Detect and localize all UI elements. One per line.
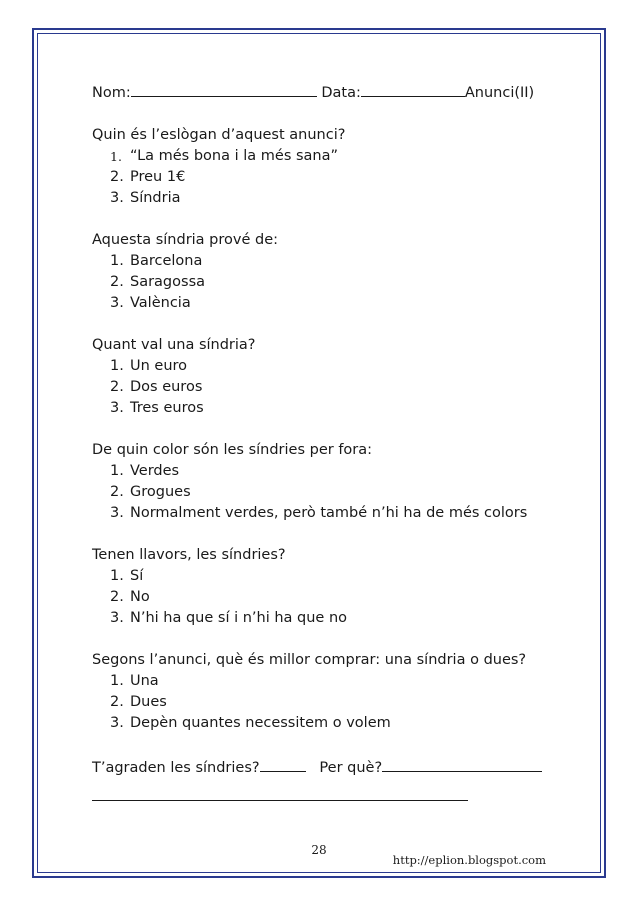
name-blank[interactable] [131, 80, 317, 97]
option-number: 3. [110, 190, 124, 206]
option-item [110, 671, 562, 692]
option-number: 1. [110, 358, 124, 374]
question-block [92, 230, 562, 314]
question-text: Aquesta síndria prové de: [92, 232, 279, 248]
header-line [92, 80, 562, 104]
option-number: 2. [110, 694, 124, 710]
date-blank[interactable] [361, 80, 465, 97]
option-number: 2. [110, 169, 124, 185]
option-label: “La més bona i la més sana” [130, 148, 339, 164]
option-list [92, 671, 562, 734]
option-label: Depèn quantes necessitem o volem [130, 715, 391, 731]
option-list [92, 566, 562, 629]
option-label: Dues [130, 694, 167, 710]
option-item [110, 356, 562, 377]
question-text: De quin color són les síndries per fora: [92, 442, 373, 458]
final-question [92, 755, 562, 779]
option-item [110, 398, 562, 419]
question-block [92, 650, 562, 734]
option-label: Síndria [130, 190, 181, 206]
option-item [110, 377, 562, 398]
option-number: 3. [110, 400, 124, 416]
option-label: Tres euros [130, 400, 204, 416]
option-number: 1. [110, 673, 124, 689]
date-label: Data: [321, 85, 361, 101]
option-label: N’hi ha que sí i n’hi ha que no [130, 610, 348, 626]
option-number: 1. [110, 568, 124, 584]
option-item [110, 461, 562, 482]
option-number: 1. [110, 463, 124, 479]
option-list [92, 251, 562, 314]
option-item [110, 713, 562, 734]
question-block [92, 545, 562, 629]
option-item [110, 482, 562, 503]
question-text: Tenen llavors, les síndries? [92, 547, 286, 563]
like-answer-blank[interactable] [260, 755, 306, 772]
option-item [110, 503, 562, 524]
option-list [92, 356, 562, 419]
option-label: Una [130, 673, 159, 689]
option-label: Saragossa [130, 274, 206, 290]
option-label: Sí [130, 568, 144, 584]
question-list [92, 125, 562, 734]
option-item [110, 188, 562, 209]
option-label: Verdes [130, 463, 180, 479]
option-item [110, 293, 562, 314]
option-item [110, 587, 562, 608]
option-label: Grogues [130, 484, 191, 500]
option-item [110, 566, 562, 587]
option-list [92, 146, 562, 209]
option-item [110, 608, 562, 629]
worksheet-title: Anunci(II) [464, 85, 535, 101]
blog-url: http://eplion.blogspot.com [392, 853, 546, 867]
option-item [110, 146, 562, 167]
page-number: 28 [311, 843, 327, 857]
option-number: 2. [110, 379, 124, 395]
option-number: 2. [110, 274, 124, 290]
question-block [92, 125, 562, 209]
question-text: Quant val una síndria? [92, 337, 256, 353]
option-number: 3. [110, 295, 124, 311]
option-label: Preu 1€ [130, 169, 186, 185]
option-number: 3. [110, 505, 124, 521]
question-text: Quin és l’eslògan d’aquest anunci? [92, 127, 346, 143]
option-label: No [130, 589, 150, 605]
name-label: Nom: [92, 85, 131, 101]
option-number: 2. [110, 484, 124, 500]
option-number: 1. [110, 253, 124, 269]
option-item [110, 167, 562, 188]
worksheet [92, 80, 562, 801]
option-list [92, 461, 562, 524]
question-block [92, 440, 562, 524]
option-number: 3. [110, 610, 124, 626]
final-question-text: T’agraden les síndries? [92, 760, 260, 776]
option-label: València [130, 295, 191, 311]
option-number: 1. [110, 149, 122, 164]
why-label: Per què? [319, 760, 383, 776]
question-block [92, 335, 562, 419]
option-item [110, 251, 562, 272]
option-item [110, 692, 562, 713]
option-label: Barcelona [130, 253, 203, 269]
option-label: Dos euros [130, 379, 203, 395]
option-label: Un euro [130, 358, 188, 374]
extra-answer-line[interactable] [92, 799, 468, 801]
question-text: Segons l’anunci, què és millor comprar: una síndria o dues? [92, 652, 527, 668]
option-item [110, 272, 562, 293]
option-label: Normalment verdes, però també n’hi ha de més colors [130, 505, 528, 521]
option-number: 3. [110, 715, 124, 731]
why-answer-blank[interactable] [382, 755, 542, 772]
option-number: 2. [110, 589, 124, 605]
